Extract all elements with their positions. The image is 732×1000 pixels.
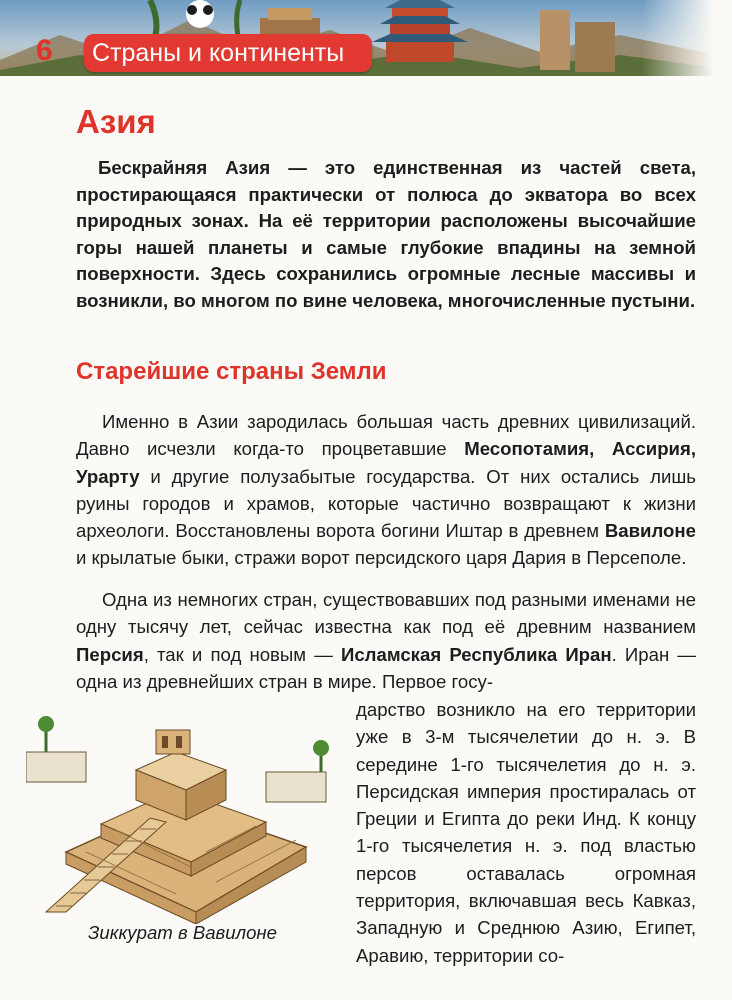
ziggurat-illustration [26,712,332,924]
page-title: Азия [76,103,156,140]
bold-term-mesopotamia: Месопотамия, Ассирия, Урарту [76,438,697,487]
page-number: 6 [36,34,53,67]
body-paragraph-2-continuation: дарство возникло на его территории уже в 3-м тысячелетии до н. э. В середине 1-го тысячелетия до н. э. Персидская империя простиралась от Греции и Египта до реки Инд. К концу 1-го тысячелетия н. э. под властью персов оставалась огромная территория, включавшая весь Кавказ, Западную и Среднюю Азию, Египет, Аравию, территории со- [356,699,696,966]
bold-term-persia: Персия [76,643,144,665]
bold-term-babylon: Вавилоне [604,520,696,542]
body-paragraph-1: Именно в Азии зародилась большая часть древних цивилизаций. Давно исчезли когда-то процветавшие Месопотамия, Ассирия, Урарту и другие полузабытые государства. От них остались лишь руины городов и храмов, которые частично возвращают к жизни археологи. Восстановлены ворота богини Иштар в древнем Вавилоне и крылатые быки, стражи ворот персидского царя Дария в Персеполе. [76,411,697,569]
section-label-tab: Страны и континенты [84,34,372,72]
illustration-caption: Зиккурат в Вавилоне [88,922,278,943]
section-heading: Старейшие страны Земли [76,358,387,385]
bold-term-iran: Исламская Республика Иран [340,643,612,665]
intro-paragraph: Бескрайняя Азия — это единственная из частей света, простирающаяся практически от полюса до экватора во всех природных зонах. На её территории расположены высочайшие горы нашей планеты и самые глубокие впадины на земной поверхности. Здесь сохранились огромные лесные массивы и возникли, во многом по вине человека, многочисленные пустыни. [76,157,696,311]
body-paragraph-2: Одна из немногих стран, существовавших под разными именами не одну тысячу лет, сейчас известна как под её древним названием Персия, так и под новым — Исламская Республика Иран. Иран — одна из древнейших стран в мире. Первое госу- [76,589,696,692]
